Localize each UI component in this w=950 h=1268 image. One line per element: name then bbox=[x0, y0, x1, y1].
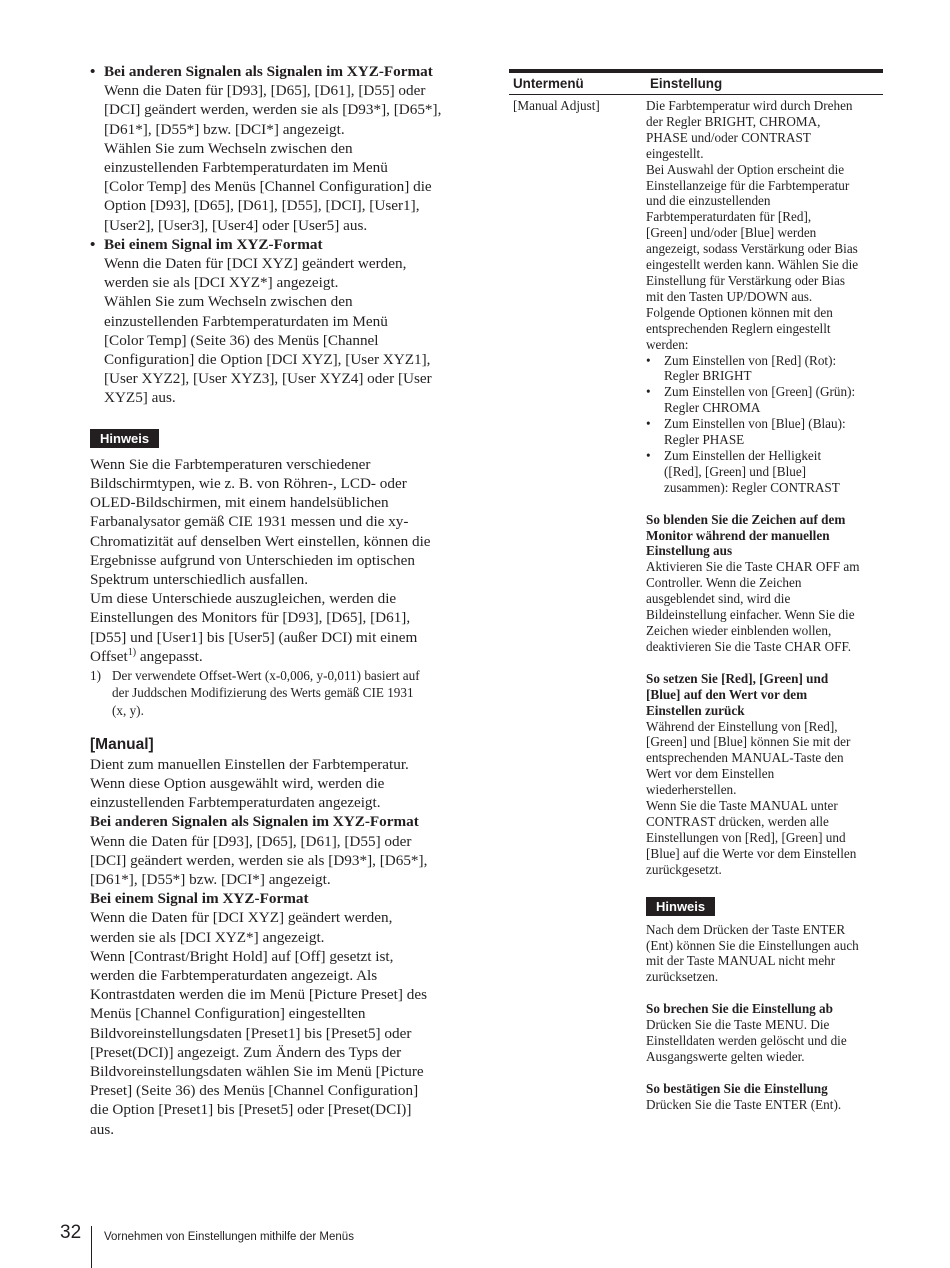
list-item bbox=[646, 384, 882, 416]
text-line: Bei Auswahl der Option erscheint die bbox=[646, 161, 845, 177]
text-line: mit der Taste MANUAL nicht mehr bbox=[646, 953, 836, 969]
hinweis-text bbox=[90, 455, 468, 647]
text-line: Folgende Optionen können mit den bbox=[646, 304, 833, 320]
text-line: Einstelldaten werden gelöscht und die bbox=[646, 1033, 847, 1049]
text-line: werden: bbox=[646, 336, 689, 352]
text-line: Einstellen zurück bbox=[646, 702, 745, 718]
text-line: Wenn Sie die Taste MANUAL unter bbox=[646, 798, 838, 814]
text-line: [Preset(DCI)] angezeigt. Zum Ändern des Typs der bbox=[90, 1043, 402, 1061]
text-line: [User2], [User3], [User4] oder [User5] aus. bbox=[104, 216, 368, 234]
list-item bbox=[646, 353, 882, 385]
text-line: [D61*], [D55*] bzw. [DCI*] angezeigt. bbox=[90, 870, 331, 888]
text-line: Ausgangswerte gelten wieder. bbox=[646, 1048, 805, 1064]
text-line: Einstellungen des Monitors für [D93], [D65], [D61], bbox=[90, 609, 411, 627]
text-line: Spektrum unterschiedlich ausfallen. bbox=[90, 571, 309, 589]
text-line: So blenden Sie die Zeichen auf dem bbox=[646, 511, 846, 527]
reset-text bbox=[646, 719, 882, 878]
footnote-number: 1) bbox=[90, 668, 101, 684]
text-line: Farbtemperaturdaten für [Red], bbox=[646, 209, 812, 225]
manual-other-text bbox=[90, 832, 468, 890]
text-line: eingestellt werden kann. Wählen Sie die bbox=[646, 257, 859, 273]
text-line: werden sie als [DCI XYZ*] angezeigt. bbox=[90, 928, 325, 946]
text-line: Die Farbtemperatur wird durch Drehen bbox=[646, 98, 853, 113]
text-line: Wenn die Daten für [D93], [D65], [D61], [D55] oder bbox=[104, 82, 426, 100]
cancel-heading: So brechen Sie die Einstellung ab bbox=[646, 1001, 833, 1017]
table-row bbox=[509, 98, 883, 1113]
text-line: [Green] und [Blue] können Sie mit der bbox=[646, 734, 851, 750]
text-line: zurücksetzen. bbox=[646, 969, 719, 985]
text-line: Farbanalysator gemäß CIE 1931 messen und die xy- bbox=[90, 513, 409, 531]
table-hinweis-label: Hinweis bbox=[646, 897, 715, 916]
text-line: Nach dem Drücken der Taste ENTER bbox=[646, 921, 846, 937]
text-line: der Regler BRIGHT, CHROMA, bbox=[646, 113, 821, 129]
footnote-text bbox=[112, 667, 468, 719]
text-line: Chromatizität auf denselben Wert einstellen, können die bbox=[90, 532, 431, 550]
text-line: [DCI] geändert werden, werden sie als [D93*], [D65*], bbox=[90, 851, 428, 869]
hinweis-last-line bbox=[90, 647, 468, 666]
hinweis-label: Hinweis bbox=[90, 429, 159, 448]
text-line: Einstellung aus bbox=[646, 543, 733, 559]
footnote bbox=[90, 667, 468, 719]
text-line: ([Red], [Green] und [Blue] bbox=[664, 463, 807, 479]
text-line: [User XYZ2], [User XYZ3], [User XYZ4] oder [User bbox=[104, 370, 432, 388]
bullet-body bbox=[104, 254, 468, 408]
text-line: zurückgesetzt. bbox=[646, 861, 722, 877]
hinweis-tail: angepasst. bbox=[136, 647, 203, 665]
left-column bbox=[90, 62, 468, 1139]
text-line: Drücken Sie die Taste MENU. Die bbox=[646, 1017, 830, 1033]
text-line: Controller. Wenn die Zeichen bbox=[646, 575, 802, 591]
text-line: Dient zum manuellen Einstellen der Farbtemperatur. bbox=[90, 755, 409, 773]
footnote-ref: 1) bbox=[127, 646, 137, 658]
text-line: Um diese Unterschiede auszugleichen, werden die bbox=[90, 590, 397, 608]
text-line: PHASE und/oder CONTRAST bbox=[646, 129, 811, 145]
footer-divider bbox=[91, 1226, 92, 1268]
text-line: Einstellanzeige für die Farbtemperatur bbox=[646, 177, 850, 193]
text-line: (x, y). bbox=[112, 702, 144, 718]
bullet-heading: • Bei einem Signal im XYZ-Format bbox=[104, 235, 323, 253]
control-list bbox=[646, 353, 882, 496]
text-line: entsprechenden MANUAL-Taste den bbox=[646, 750, 844, 766]
text-line: Wenn [Contrast/Bright Hold] auf [Off] gesetzt ist, bbox=[90, 947, 394, 965]
text-line: • Zum Einstellen der Helligkeit bbox=[664, 447, 822, 463]
text-line: eingestellt. bbox=[646, 145, 704, 161]
text-line: die Option [Preset1] bis [Preset5] oder [Preset(DCI)] bbox=[90, 1101, 412, 1119]
text-line: Zeichen wieder einblenden wollen, bbox=[646, 623, 832, 638]
text-line: Bildeinstellung einfacher. Wenn Sie die bbox=[646, 607, 855, 623]
text-line: Wenn die Daten für [D93], [D65], [D61], [D55] oder bbox=[90, 832, 412, 850]
char-off-text bbox=[646, 559, 882, 654]
text-line: zusammen): Regler CONTRAST bbox=[664, 479, 840, 495]
text-line: • Zum Einstellen von [Green] (Grün): bbox=[664, 384, 856, 400]
text-line: mit den Tasten UP/DOWN aus. bbox=[646, 288, 813, 304]
bullet-other-signals bbox=[90, 62, 468, 235]
text-line: Drücken Sie die Taste ENTER (Ent). bbox=[646, 1096, 842, 1112]
text-line: Menüs [Channel Configuration] eingestellten bbox=[90, 1005, 366, 1023]
bullet-heading: • Bei anderen Signalen als Signalen im XYZ-Format bbox=[104, 63, 433, 80]
text-line: aus. bbox=[90, 1120, 115, 1138]
char-off-heading bbox=[646, 512, 882, 560]
text-line: Monitor während der manuellen bbox=[646, 527, 830, 543]
text-line: CONTRAST drücken, werden alle bbox=[646, 813, 829, 829]
text-line: Bildvoreinstellungsdaten wählen Sie im Menü [Picture bbox=[90, 1062, 424, 1080]
text-line: der Juddschen Modifizierung des Werts gemäß CIE 1931 bbox=[112, 685, 414, 701]
text-line: Einstellungen von [Red], [Green] und bbox=[646, 829, 846, 845]
table-header bbox=[509, 73, 883, 95]
text-line: OLED-Bildschirmen, mit einem handelsüblichen bbox=[90, 494, 389, 512]
text-line: Regler BRIGHT bbox=[664, 368, 752, 384]
offset-word: Offset bbox=[90, 647, 128, 665]
reset-heading bbox=[646, 671, 882, 719]
table-hinweis-text bbox=[646, 922, 882, 986]
text-line: [D61*], [D55*] bzw. [DCI*] angezeigt. bbox=[104, 120, 345, 138]
text-line: Während der Einstellung von [Red], bbox=[646, 718, 838, 734]
text-line: Preset] (Seite 36) des Menüs [Channel Configuration] bbox=[90, 1082, 419, 1100]
text-line: Wenn die Daten für [DCI XYZ] geändert werden, bbox=[104, 255, 407, 273]
text-line: [D55] und [User1] bis [User5] (außer DCI) mit einem bbox=[90, 628, 418, 646]
manual-subheading-xyz: Bei einem Signal im XYZ-Format bbox=[90, 890, 309, 908]
text-line: [Blue] auf den Wert vor dem bbox=[646, 686, 808, 702]
setting-intro bbox=[646, 98, 882, 353]
text-line: [Blue] auf die Werte vor dem Einstellen bbox=[646, 845, 857, 861]
settings-table bbox=[509, 69, 883, 1113]
row-label: [Manual Adjust] bbox=[513, 98, 600, 113]
text-line: einzustellenden Farbtemperaturdaten im Menü bbox=[104, 159, 388, 177]
hinweis-body bbox=[90, 455, 468, 666]
text-line: angezeigt, sodass Verstärkung oder Bias bbox=[646, 241, 858, 257]
list-item bbox=[646, 448, 882, 496]
text-line: Wenn die Daten für [DCI XYZ] geändert werden, bbox=[90, 909, 393, 927]
header-setting: Einstellung bbox=[650, 76, 723, 91]
row-label-cell bbox=[509, 98, 644, 1113]
footer-section-title: Vornehmen von Einstellungen mithilfe der Menüs bbox=[104, 1231, 354, 1243]
text-line: und die einzustellenden bbox=[646, 193, 771, 209]
manual-xyz-text bbox=[90, 908, 468, 1138]
manual-subheading-other: Bei anderen Signalen als Signalen im XYZ-Format bbox=[90, 813, 419, 831]
text-line: Wenn diese Option ausgewählt wird, werden die bbox=[90, 774, 385, 792]
row-setting-cell bbox=[644, 98, 882, 1113]
text-line: Regler PHASE bbox=[664, 432, 745, 448]
text-line: Aktivieren Sie die Taste CHAR OFF am bbox=[646, 559, 860, 575]
text-line: einzustellenden Farbtemperaturdaten angezeigt. bbox=[90, 794, 381, 812]
text-line: So setzen Sie [Red], [Green] und bbox=[646, 670, 829, 686]
page-number: 32 bbox=[60, 1222, 82, 1243]
text-line: Configuration] die Option [DCI XYZ], [User XYZ1], bbox=[104, 351, 431, 369]
text-line: werden die Farbtemperaturdaten angezeigt. Als bbox=[90, 966, 378, 984]
manual-intro bbox=[90, 755, 468, 813]
text-line: Wenn Sie die Farbtemperaturen verschiedener bbox=[90, 455, 371, 473]
cancel-text bbox=[646, 1017, 882, 1065]
text-line: entsprechenden Reglern eingestellt bbox=[646, 320, 831, 336]
text-line: Wählen Sie zum Wechseln zwischen den bbox=[104, 139, 353, 157]
text-line: Einstellung für Verstärkung oder Bias bbox=[646, 272, 845, 288]
text-line: deaktivieren Sie die Taste CHAR OFF. bbox=[646, 638, 852, 654]
text-line: werden sie als [DCI XYZ*] angezeigt. bbox=[104, 274, 339, 292]
text-line: Bildvoreinstellungsdaten [Preset1] bis [Preset5] oder bbox=[90, 1024, 412, 1042]
text-line: [Green] und/oder [Blue] werden bbox=[646, 225, 817, 241]
text-line: • Zum Einstellen von [Blue] (Blau): bbox=[664, 416, 846, 432]
text-line: XYZ5] aus. bbox=[104, 389, 176, 407]
list-item bbox=[646, 416, 882, 448]
text-line: Ergebnisse aufgrund von Unterschieden im optischen bbox=[90, 551, 415, 569]
text-line: Bildschirmtypen, wie z. B. von Röhren-, LCD- oder bbox=[90, 475, 407, 493]
text-line: [DCI] geändert werden, werden sie als [D93*], [D65*], bbox=[104, 101, 442, 119]
text-line: einzustellenden Farbtemperaturdaten im Menü bbox=[104, 312, 388, 330]
text-line: Der verwendete Offset-Wert (x-0,006, y-0,011) basiert auf bbox=[112, 668, 420, 684]
header-submenu: Untermenü bbox=[513, 76, 584, 91]
text-line: Kontrastdaten werden die im Menü [Picture Preset] des bbox=[90, 986, 427, 1004]
text-line: Wert vor dem Einstellen bbox=[646, 766, 775, 782]
text-line: Regler CHROMA bbox=[664, 400, 761, 416]
bullet-xyz-signal bbox=[90, 235, 468, 408]
text-line: Option [D93], [D65], [D61], [D55], [DCI], [User1], bbox=[104, 197, 420, 215]
text-line: wiederherstellen. bbox=[646, 782, 737, 798]
text-line: [Color Temp] (Seite 36) des Menüs [Channel bbox=[104, 331, 379, 349]
confirm-text bbox=[646, 1097, 882, 1113]
text-line: • Zum Einstellen von [Red] (Rot): bbox=[664, 352, 837, 368]
text-line: Wählen Sie zum Wechseln zwischen den bbox=[104, 293, 353, 311]
confirm-heading: So bestätigen Sie die Einstellung bbox=[646, 1080, 828, 1096]
manual-heading: [Manual] bbox=[90, 735, 154, 753]
text-line: (Ent) können Sie die Einstellungen auch bbox=[646, 937, 859, 953]
text-line: ausgeblendet sind, wird die bbox=[646, 591, 791, 607]
text-line: [Color Temp] des Menüs [Channel Configuration] die bbox=[104, 178, 432, 196]
bullet-body bbox=[104, 81, 468, 235]
